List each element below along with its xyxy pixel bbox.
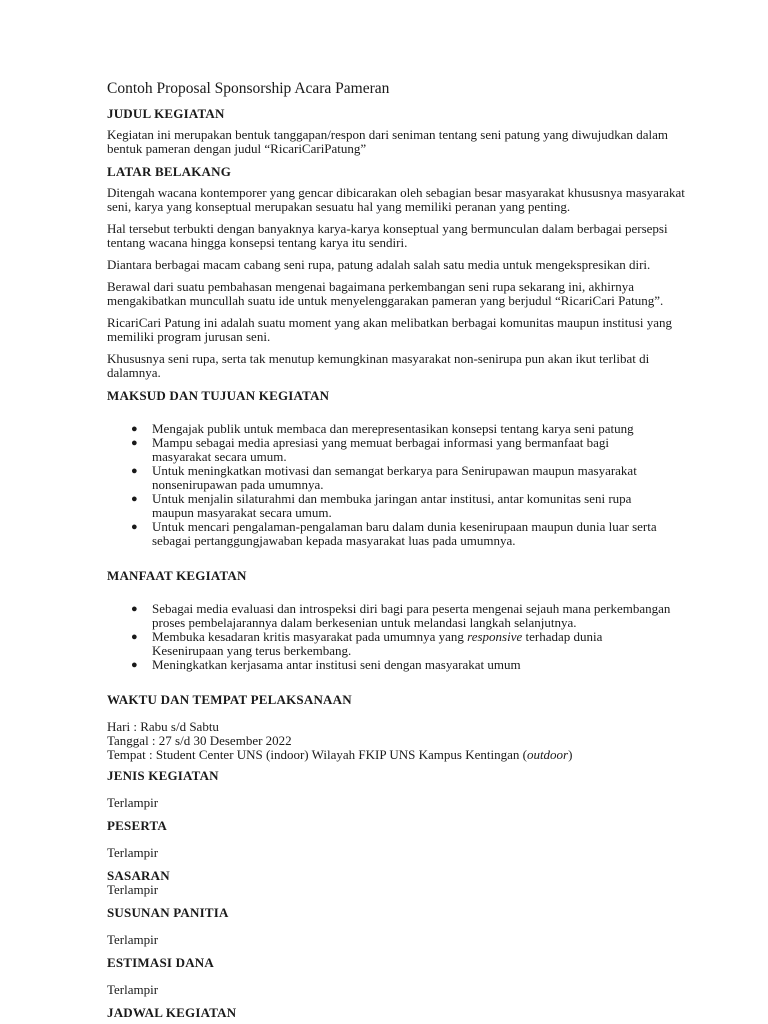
bullet-icon: ● [131, 493, 138, 505]
list-item: ● Meningkatkan kerjasama antar institusi seni dengan masyarakat umum [131, 657, 521, 672]
heading-jadwal-kegiatan: JADWAL KEGIATAN [107, 1005, 237, 1020]
waktu-hari: Hari : Rabu s/d Sabtu [107, 719, 219, 734]
heading-estimasi-dana: ESTIMASI DANA [107, 955, 214, 970]
waktu-tanggal: Tanggal : 27 s/d 30 Desember 2022 [107, 733, 292, 748]
paragraph-estimasi: Terlampir [107, 982, 159, 997]
paragraph-jenis: Terlampir [107, 795, 159, 810]
paragraph-latar-4: Berawal dari suatu pembahasan mengenai bagaimana perkembangan seni rupa sekarang ini, akhirnya mengakibatkan muncullah suatu ide untuk menyelenggarakan pameran yang berjudul “RicariCari Patung”. [107, 279, 664, 308]
document-title: Contoh Proposal Sponsorship Acara Pameran [107, 80, 390, 97]
paragraph-latar-5: RicariCari Patung ini adalah suatu moment yang akan melibatkan berbagai komunitas maupun institusi yang memiliki program jurusan seni. [107, 315, 673, 344]
heading-waktu-tempat: WAKTU DAN TEMPAT PELAKSANAAN [107, 692, 352, 707]
bullet-icon: ● [131, 465, 138, 477]
heading-sasaran: SASARAN [107, 868, 170, 883]
paragraph-susunan: Terlampir [107, 932, 159, 947]
paragraph-judul: Kegiatan ini merupakan bentuk tanggapan/respon dari seniman tentang seni patung yang diwujudkan dalam bentuk pameran dengan judul “RicariCariPatung” [107, 127, 669, 156]
heading-peserta: PESERTA [107, 818, 167, 833]
paragraph-peserta: Terlampir [107, 845, 159, 860]
bullet-icon: ● [131, 603, 138, 615]
heading-susunan-panitia: SUSUNAN PANITIA [107, 905, 229, 920]
paragraph-sasaran: Terlampir [107, 882, 159, 897]
list-item: ● Mengajak publik untuk membaca dan merepresentasikan konsepsi tentang karya seni patung [131, 421, 634, 436]
bullet-icon: ● [131, 423, 138, 435]
list-maksud-tujuan [107, 422, 688, 548]
heading-maksud-tujuan: MAKSUD DAN TUJUAN KEGIATAN [107, 388, 330, 403]
list-item: ● Mampu sebagai media apresiasi yang memuat berbagai informasi yang bermanfaat bagi masyarakat secara umum. [131, 435, 609, 464]
heading-jenis-kegiatan: JENIS KEGIATAN [107, 768, 219, 783]
list-item: ● Untuk meningkatkan motivasi dan semangat berkarya para Senirupawan maupun masyarakat nonsenirupawan pada umumnya. [131, 463, 637, 492]
bullet-icon: ● [131, 659, 138, 671]
bullet-icon: ● [131, 437, 138, 449]
paragraph-latar-2: Hal tersebut terbukti dengan banyaknya karya-karya konseptual yang bermunculan dalam berbagai persepsi tentang wacana hingga konsepsi tentang karya itu sendiri. [107, 221, 668, 250]
list-item: ● Untuk mencari pengalaman-pengalaman baru dalam dunia kesenirupaan maupun dunia luar serta sebagai pertanggungjawaban kepada masyarakat luas pada umumnya. [131, 519, 657, 548]
paragraph-latar-1: Ditengah wacana kontemporer yang gencar dibicarakan oleh sebagian besar masyarakat khususnya masyarakat seni, karya yang konseptual merupakan sesuatu hal yang memiliki peranan yang penting. [107, 185, 685, 214]
list-item: ● Untuk menjalin silaturahmi dan membuka jaringan antar institusi, antar komunitas seni rupa maupun masyarakat secara umum. [131, 491, 632, 520]
bullet-icon: ● [131, 521, 138, 533]
heading-latar-belakang: LATAR BELAKANG [107, 164, 232, 179]
paragraph-latar-6: Khususnya seni rupa, serta tak menutup kemungkinan masyarakat non-senirupa pun akan ikut terlibat di dalamnya. [107, 351, 650, 380]
heading-manfaat-kegiatan: MANFAAT KEGIATAN [107, 568, 247, 583]
list-item: ● Membuka kesadaran kritis masyarakat pada umumnya yang responsive terhadap dunia Kesenirupaan yang terus berkembang. [131, 629, 603, 658]
heading-judul-kegiatan: JUDUL KEGIATAN [107, 106, 225, 121]
bullet-icon: ● [131, 631, 138, 643]
list-manfaat [107, 602, 688, 672]
list-item: ● Sebagai media evaluasi dan introspeksi diri bagi para peserta mengenai sejauh mana perkembangan proses pembelajarannya dalam berkesenian untuk melandasi langkah selanjutnya. [131, 601, 671, 630]
paragraph-latar-3: Diantara berbagai macam cabang seni rupa, patung adalah salah satu media untuk mengekspresikan diri. [107, 257, 651, 272]
waktu-tempat: Tempat : Student Center UNS (indoor) Wilayah FKIP UNS Kampus Kentingan (outdoor) [107, 747, 573, 762]
